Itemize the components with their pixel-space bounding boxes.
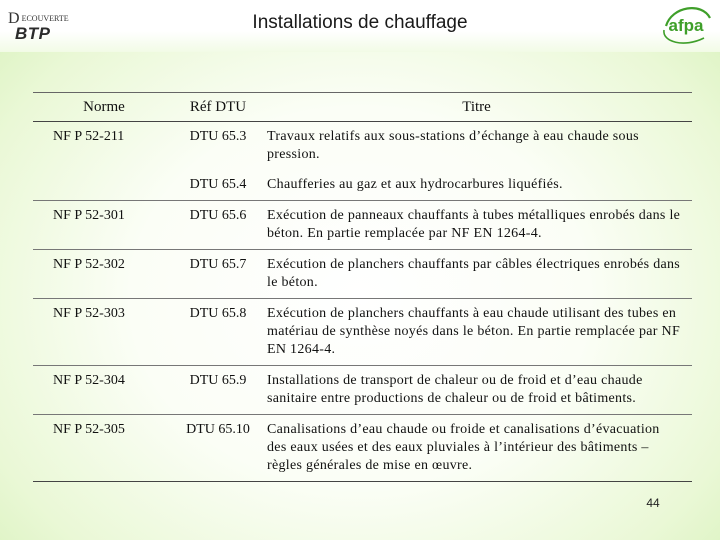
slide-title: Installations de chauffage [252,12,468,33]
cell-norme: NF P 52-304 [33,366,175,415]
logo-line2: BTP [15,24,51,43]
cell-norme: NF P 52-305 [33,415,175,482]
cell-titre: Canalisations d’eau chaude ou froide et canalisations d’évacuation des eaux usées et des eaux pluviales à l’intérieur des bâtiments – règles générales de mise en œuvre. [261,415,692,482]
table-row [33,299,692,366]
slide-header [0,0,720,52]
header-ref-dtu: Réf DTU [175,93,261,122]
cell-ref: DTU 65.3 [189,129,247,144]
cell-titre: Chaufferies au gaz et aux hydrocarbures liquéfiés. [261,170,692,201]
logo-line1: DECOUVERTE [8,10,69,27]
afpa-logo [658,4,714,48]
table-row [33,250,692,299]
table-row [33,366,692,415]
header-titre: Titre [261,93,692,122]
cell-norme: NF P 52-211 [53,129,125,144]
table-row [33,415,692,482]
cell-titre: Travaux relatifs aux sous-stations d’échange à eau chaude sous pression. [267,129,639,162]
cell-norme: NF P 52-303 [33,299,175,366]
cell-norme [33,170,175,201]
cell-ref: DTU 65.9 [175,366,261,415]
afpa-logo-text: afpa [668,16,704,35]
table-row [33,170,692,201]
table-row [33,201,692,250]
cell-titre: Installations de transport de chaleur ou de froid et d’eau chaude sanitaire entre productions de chaleur ou de froid et bâtiments. [261,366,692,415]
cell-titre: Exécution de planchers chauffants à eau chaude utilisant des tubes en matériau de synthèse noyés dans le béton. En partie remplacée par NF EN 1264-4. [261,299,692,366]
cell-norme: NF P 52-302 [33,250,175,299]
cell-ref: DTU 65.6 [175,201,261,250]
cell-titre: Exécution de panneaux chauffants à tubes métalliques enrobés dans le béton. En partie remplacée par NF EN 1264-4. [261,201,692,250]
header-norme: Norme [33,93,175,122]
cell-ref: DTU 65.10 [175,415,261,482]
table-header-row [33,93,692,122]
afpa-logo-graphic [658,4,714,48]
page-number: 44 [646,496,660,510]
cell-norme: NF P 52-301 [33,201,175,250]
cell-titre: Exécution de planchers chauffants par câbles électriques enrobés dans le béton. [261,250,692,299]
dtu-table [33,92,692,482]
cell-ref: DTU 65.4 [175,170,261,201]
table-row [33,122,692,171]
cell-ref: DTU 65.8 [175,299,261,366]
cell-ref: DTU 65.7 [175,250,261,299]
